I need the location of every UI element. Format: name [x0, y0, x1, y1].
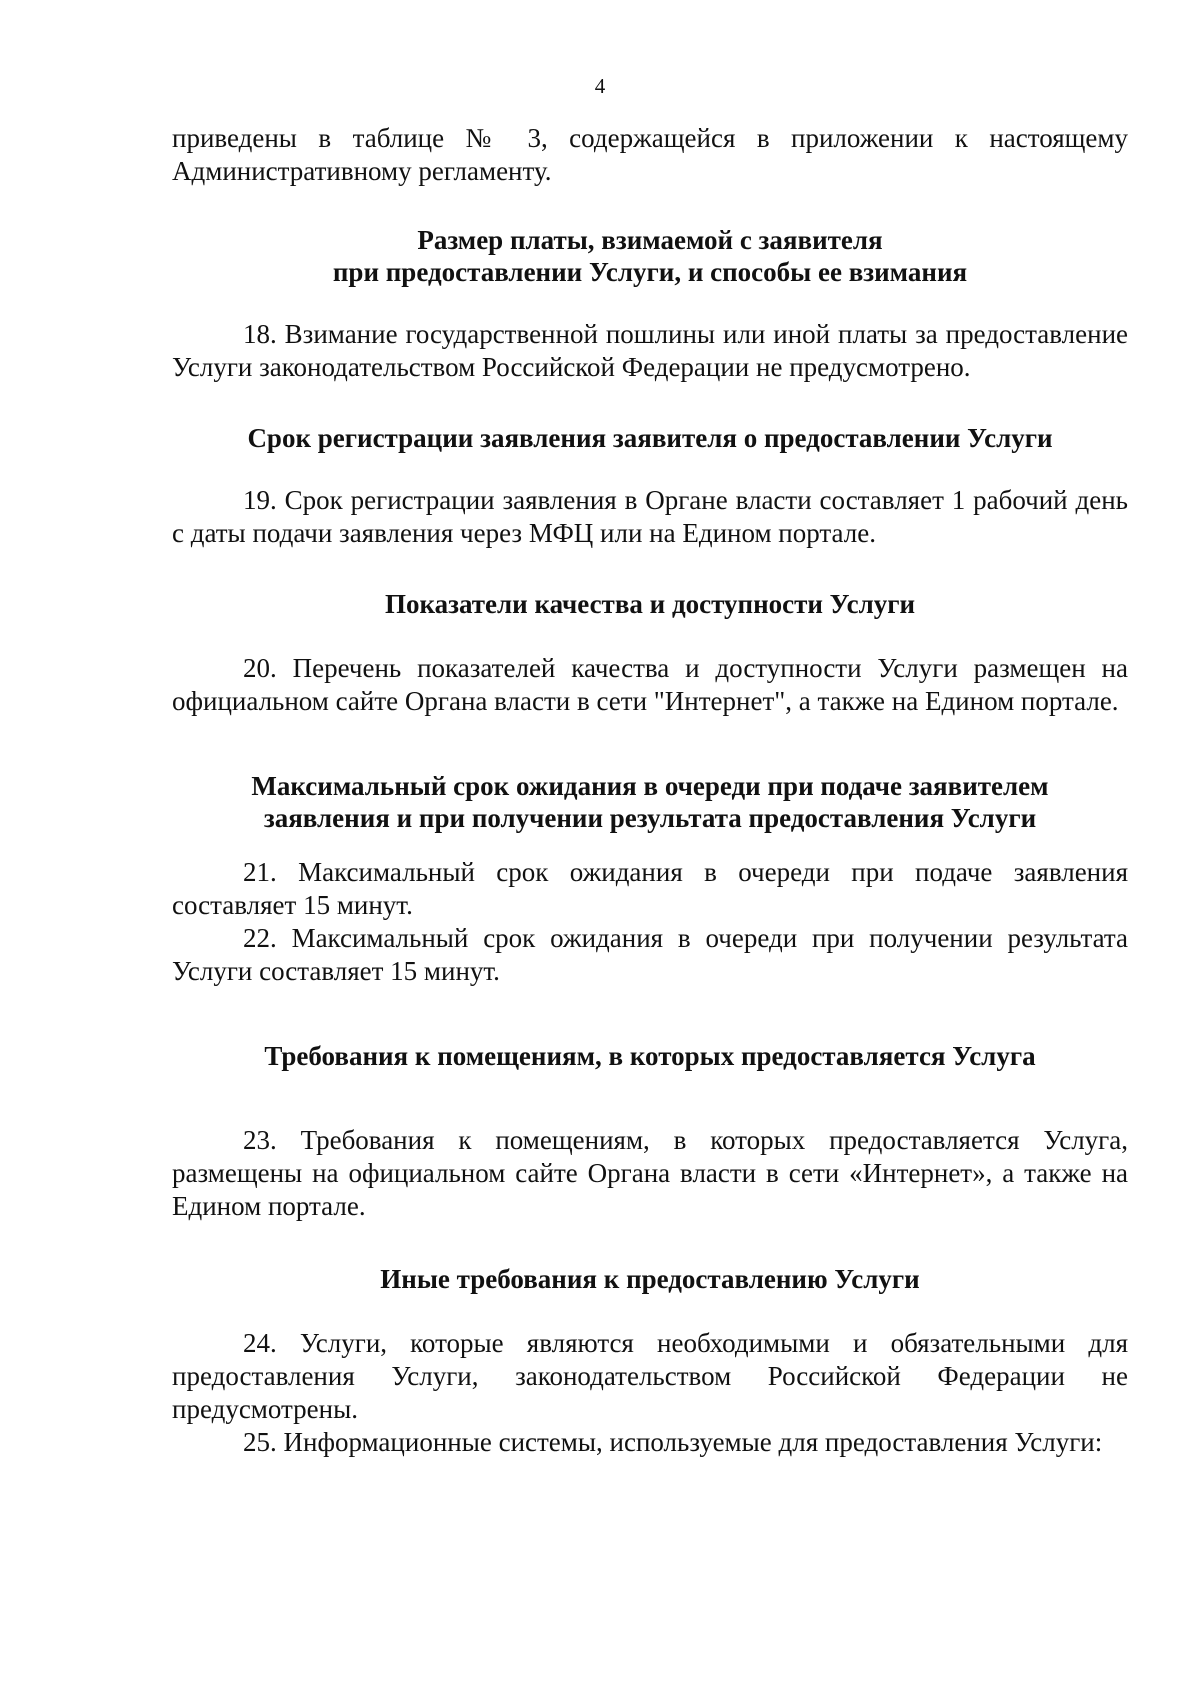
page-number: 4 [594, 74, 606, 98]
section-heading-fee [172, 224, 1128, 288]
paragraph-22: 22. Максимальный срок ожидания в очереди при получении результата Услуги составляет 15 минут. [172, 923, 1128, 986]
document-body [172, 122, 1128, 1459]
heading-line: заявления и при получении результата предоставления Услуги [263, 803, 1037, 833]
heading-line: Требования к помещениям, в которых предоставляется Услуга [264, 1041, 1036, 1071]
paragraph-18: 18. Взимание государственной пошлины или иной платы за предоставление Услуги законодательством Российской Федерации не предусмотрено. [172, 319, 1128, 382]
heading-line: Показатели качества и доступности Услуги [384, 589, 916, 619]
paragraph-24: 24. Услуги, которые являются необходимыми и обязательными для предоставления Услуги, законодательством Российской Федерации не предусмотрены. [172, 1328, 1128, 1424]
paragraph-25: 25. Информационные системы, используемые для предоставления Услуги: [243, 1427, 1103, 1457]
heading-line: при предоставлении Услуги, и способы ее взимания [332, 257, 968, 287]
heading-line: Максимальный срок ожидания в очереди при подаче заявителем [251, 771, 1049, 801]
paragraph-19: 19. Срок регистрации заявления в Органе власти составляет 1 рабочий день с даты подачи заявления через МФЦ или на Едином портале. [172, 485, 1128, 548]
heading-line: Размер платы, взимаемой с заявителя [417, 225, 883, 255]
section-heading-quality [172, 588, 1128, 620]
section-heading-queue [172, 770, 1128, 834]
paragraph-20: 20. Перечень показателей качества и доступности Услуги размещен на официальном сайте Органа власти в сети "Интернет", а также на Едином портале. [172, 653, 1128, 716]
section-heading-other [172, 1263, 1128, 1295]
section-heading-registration [172, 422, 1128, 454]
paragraph-23: 23. Требования к помещениям, в которых предоставляется Услуга, размещены на официальном сайте Органа власти в сети «Интернет», а также на Едином портале. [172, 1125, 1128, 1221]
paragraph-21: 21. Максимальный срок ожидания в очереди при подаче заявления составляет 15 минут. [172, 857, 1128, 920]
heading-line: Иные требования к предоставлению Услуги [380, 1264, 920, 1294]
section-heading-premises [172, 1040, 1128, 1072]
intro-paragraph: приведены в таблице № 3, содержащейся в приложении к настоящему Административному регламенту. [172, 123, 1128, 186]
heading-line: Срок регистрации заявления заявителя о предоставлении Услуги [247, 423, 1053, 453]
